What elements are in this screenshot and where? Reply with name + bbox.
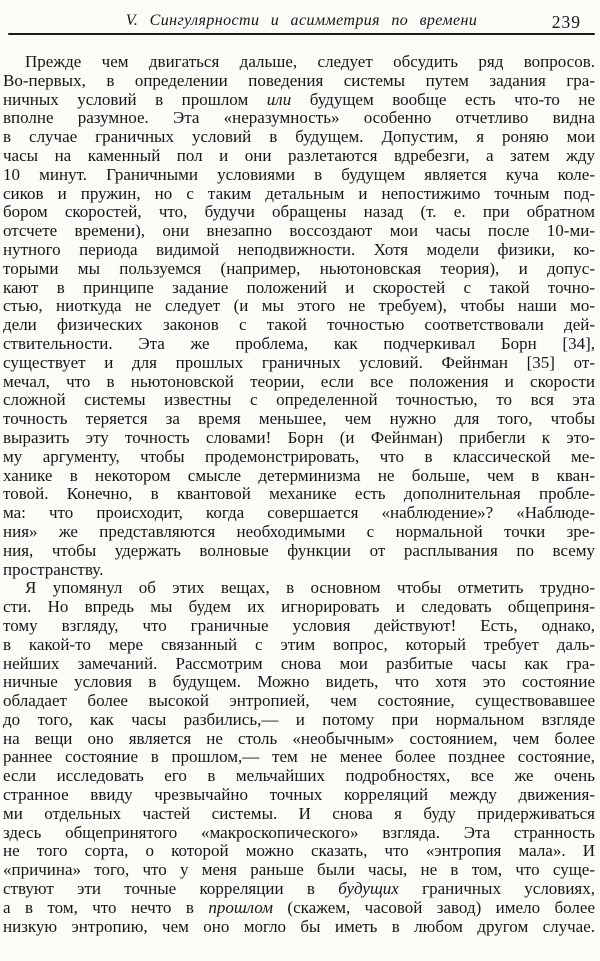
- text-line: бором скоростей, что, будучи обращены назад (т. е. при обратном: [3, 202, 595, 222]
- text-line: ствительности. Эта же проблема, как подчеркивал Борн [34],: [3, 333, 595, 353]
- running-header: [8, 12, 595, 34]
- text-line: сти. Но впредь мы будем их игнорировать и следовать общеприня-: [3, 597, 595, 617]
- text-line: странное ввиду чрезвычайно точных корреляций между движения-: [3, 785, 595, 805]
- text-line: Во-первых, в определении поведения системы путем задания гра-: [3, 70, 595, 90]
- text-line: мечал, что в ньютоновской теории, если все положения и скорости: [3, 371, 595, 391]
- text-line: а в том, что нечто в прошлом (скажем, часовой завод) имело более: [3, 897, 596, 917]
- text-line: 10 минут. Граничными условиями в будущем является куча коле-: [3, 164, 595, 184]
- text-line: отсчете времени), они внезапно воссоздают мои часы после 10-ми-: [3, 221, 595, 241]
- text-line: точность теряется за время меньшее, чем нужно для того, чтобы: [3, 409, 595, 429]
- text-line: пространству.: [3, 559, 104, 579]
- text-line: на вещи оно является не столь «необычным» состоянием, чем более: [3, 728, 595, 748]
- page-body: [3, 53, 595, 936]
- text-line: ничных условий в прошлом или будущем вообще есть что-то не: [3, 89, 595, 109]
- page-number: 239: [551, 12, 581, 32]
- text-line: товой. Конечно, в квантовой механике есть дополнительная пробле-: [3, 484, 595, 504]
- text-line: в случае граничных условий в будущем. Допустим, я роняю мои: [3, 127, 595, 147]
- text-line: выразить эту точность словами! Борн (и Фейнман) прибегли к это-: [3, 427, 595, 447]
- text-line: ния» же представляются необходимыми с нормальной точки зре-: [3, 521, 595, 541]
- text-line: ствуют эти точные корреляции в будущих граничных условиях,: [3, 879, 595, 899]
- text-line: низкую энтропию, чем оно могло бы иметь в любом другом случае.: [3, 916, 595, 936]
- text-line: ничные условия в будущем. Можно видеть, что хотя это состояние: [3, 672, 595, 692]
- text-line: Прежде чем двигаться дальше, следует обсудить ряд вопросов.: [25, 52, 595, 71]
- text-line: существует и для прошлых граничных условий. Фейнман [35] от-: [3, 352, 595, 372]
- text-line: в какой-то мере связанный с этим вопрос, который требует даль-: [3, 634, 595, 654]
- text-line: ханике в некотором смысле детерминизма не больше, чем в кван-: [3, 465, 595, 485]
- text-line: ми отдельных частей системы. И снова я буду придерживаться: [3, 803, 595, 823]
- text-line: если исследовать его в мельчайших подробностях, все же очень: [3, 766, 595, 786]
- text-line: кают в принципе задание положений и скоростей с такой точно-: [3, 277, 595, 297]
- text-line: ния, чтобы удержать волновые функции от расплывания по всему: [3, 540, 595, 560]
- text-line: здесь общепринятого «макроскопического» взгляда. Эта странность: [3, 822, 595, 842]
- text-line: дели физических законов с такой точностью соответствовали дей-: [3, 315, 595, 335]
- text-line: тому взгляду, что граничные условия действуют! Есть, однако,: [3, 615, 595, 635]
- text-line: торыми мы пользуемся (например, ньютоновская теория), и допус-: [3, 258, 595, 278]
- text-line: раннее состояние в прошлом,— тем не менее более позднее состояние,: [3, 747, 595, 767]
- paragraph: [3, 579, 595, 936]
- text-line: часы на каменный пол и они разлетаются вдребезги, а затем жду: [3, 145, 595, 165]
- text-line: сложной системы известны с определенной точностью, то вся эта: [3, 390, 595, 410]
- running-header-title: V. Сингулярности и асимметрия по времени: [125, 12, 478, 29]
- text-line: до того, как часы разбились,— и потому при нормальном взгляде: [3, 709, 595, 729]
- text-line: сиков и пружин, но с таким детальным и непостижимо точным под-: [3, 183, 595, 203]
- text-line: му аргументу, чтобы продемонстрировать, что в классической ме-: [3, 446, 595, 466]
- text-line: «причина» того, что у меня раньше были часы, не в том, что суще-: [3, 860, 595, 880]
- header-rule: [8, 33, 595, 35]
- text-line: обладает более высокой энтропией, чем состояние, существовавшее: [3, 691, 595, 711]
- text-line: вполне разумное. Эта «неразумность» особенно отчетливо видна: [3, 108, 595, 128]
- text-line: Я упомянул об этих вещах, в основном чтобы отметить трудно-: [25, 578, 595, 598]
- text-line: не того сорта, о которой можно сказать, что «энтропия мала». И: [3, 841, 595, 861]
- text-line: нутного периода видимой неподвижности. Хотя модели физики, ко-: [3, 239, 595, 259]
- text-line: нейших замечаний. Рассмотрим снова мои разбитые часы как гра-: [3, 653, 595, 673]
- paragraph: [3, 53, 595, 579]
- text-line: стью, ниоткуда не следует (и мы этого не требуем), чтобы наши мо-: [3, 296, 595, 316]
- text-line: ма: что происходит, когда совершается «наблюдение»? «Наблюде-: [3, 503, 595, 523]
